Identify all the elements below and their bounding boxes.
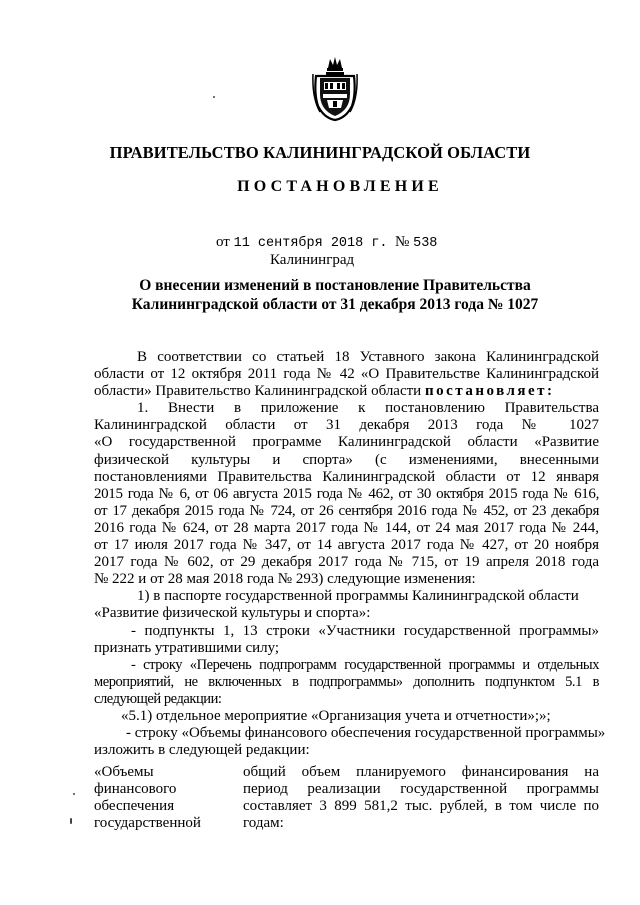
text-line: обеспечения xyxy=(94,798,175,815)
date-prefix: от xyxy=(216,234,230,250)
text-line: изложить в следующей редакции: xyxy=(94,742,310,759)
text-line: мероприятий, не включенных в подпрограммы» дополнить подпунктом 5.1 в xyxy=(94,673,599,690)
document-number: 538 xyxy=(413,236,438,251)
text-line: признать утратившими силу; xyxy=(94,639,280,656)
text-line: 2017 года № 602, от 29 декабря 2017 года № 715, от 19 апреля 2018 года xyxy=(94,554,599,571)
date-line xyxy=(216,234,437,251)
text-line: - строку «Объемы финансового обеспечения государственной программы» xyxy=(126,725,606,742)
text-line: «Развитие физической культуры и спорта»: xyxy=(94,605,371,622)
text-line: 1. Внести в приложение к постановлению Правительства xyxy=(137,400,599,417)
text-line: Калининградской области от 31 декабря 2013 года № 1027 xyxy=(94,417,599,434)
text-line: от 17 июля 2017 года № 347, от 14 августа 2017 года № 427, от 20 ноября xyxy=(94,537,599,554)
text-line: - строку «Перечень подпрограмм государственной программы и отдельных xyxy=(131,656,599,673)
number-sign: № xyxy=(395,234,410,250)
text-line: постановлениями Правительства Калининградской области от 12 января xyxy=(94,468,599,485)
text-line: «5.1) отдельное мероприятие «Организация учета и отчетности»;»; xyxy=(121,707,551,724)
text-line: области от 12 октября 2011 года № 42 «О Правительстве Калининградской xyxy=(94,366,599,383)
organization-title: ПРАВИТЕЛЬСТВО КАЛИНИНГРАДСКОЙ ОБЛАСТИ xyxy=(109,143,531,162)
text-line: «Объемы xyxy=(94,764,154,780)
coat-of-arms-icon xyxy=(312,54,358,122)
scan-speck xyxy=(70,818,72,824)
document-subject xyxy=(100,276,570,314)
subject-line: Калининградской области от 31 декабря 2013 года № 1027 xyxy=(131,296,539,313)
city: Калининград xyxy=(270,252,355,268)
scan-speck xyxy=(73,793,75,795)
text-fragment: области» Правительство Калининградской области xyxy=(94,383,425,400)
text-line: составляет 3 899 581,2 тыс. рублей, в том числе по xyxy=(243,798,599,815)
text-line: 2015 года № 6, от 06 августа 2015 года № 462, от 30 октября 2015 года № 616, xyxy=(94,485,599,502)
document-date: 11 сентября 2018 г. xyxy=(233,236,388,251)
document-body xyxy=(94,349,606,759)
text-line: государственной xyxy=(94,815,201,832)
scan-speck xyxy=(213,96,215,98)
text-line: «О государственной программе Калининградской области «Развитие xyxy=(94,434,599,451)
document-type: ПОСТАНОВЛЕНИЕ xyxy=(237,178,443,195)
table-right-cell xyxy=(243,764,599,832)
text-line: 2016 года № 624, от 28 марта 2017 года № 144, от 24 мая 2017 года № 244, xyxy=(94,519,599,536)
text-line: следующей редакции: xyxy=(94,690,222,707)
text-line: В соответствии со статьей 18 Уставного закона Калининградской xyxy=(137,349,599,365)
text-line: годам: xyxy=(243,815,284,832)
subject-line: О внесении изменений в постановление Правительства xyxy=(139,277,531,294)
text-line: - подпункты 1, 13 строки «Участники государственной программы» xyxy=(131,622,599,639)
text-line: № 222 и от 28 мая 2018 года № 293) следующие изменения: xyxy=(94,571,476,588)
text-line: финансового xyxy=(94,781,177,798)
text-line: от 17 декабря 2015 года № 724, от 26 сентября 2016 года № 452, от 23 декабря xyxy=(94,502,599,519)
text-line xyxy=(94,383,599,400)
text-line: период реализации государственной программы xyxy=(243,781,599,798)
resolution-word: постановляет: xyxy=(424,383,555,400)
text-line: 1) в паспорте государственной программы Калининградской области xyxy=(137,588,579,605)
table-left-cell xyxy=(94,764,224,832)
text-line: общий объем планируемого финансирования на xyxy=(243,764,599,780)
text-line: физической культуры и спорта» (с изменениями, внесенными xyxy=(94,451,599,468)
